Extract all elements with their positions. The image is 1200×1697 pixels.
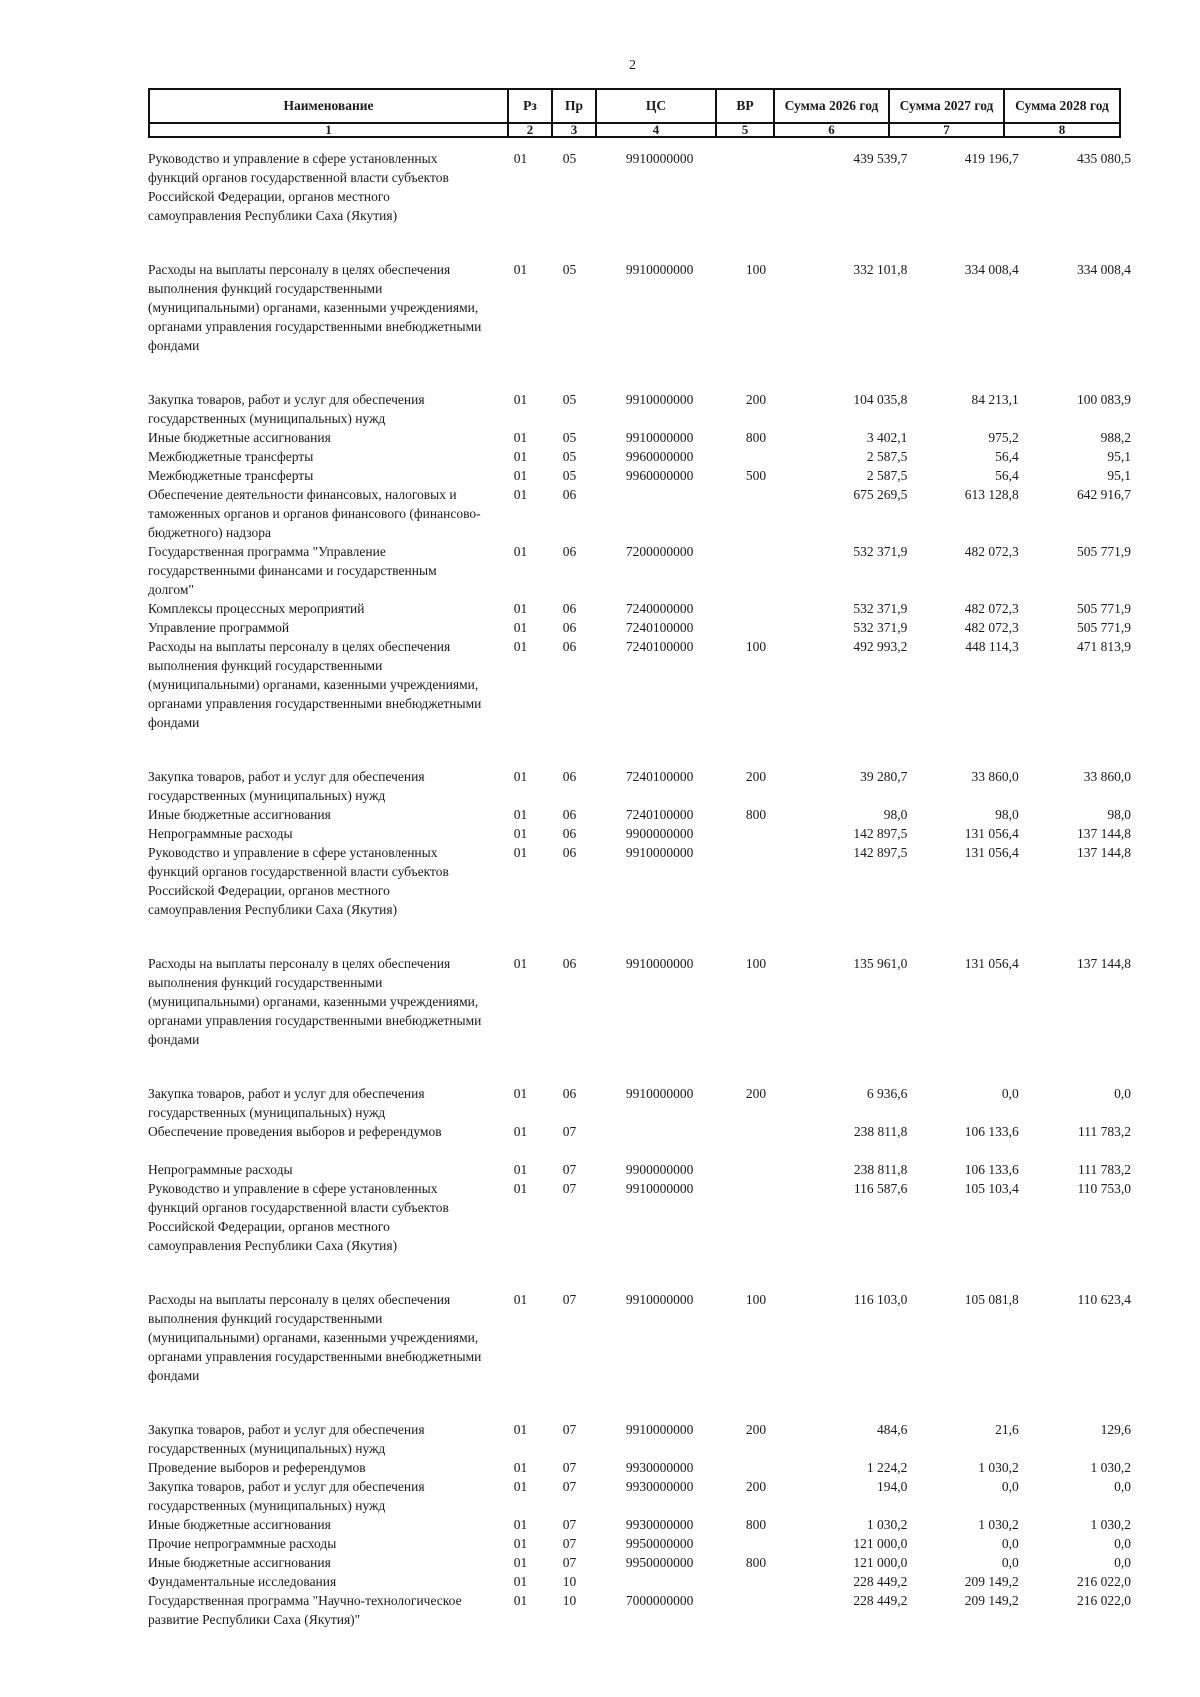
row-name: Закупка товаров, работ и услуг для обеспечения государственных (муниципальных) нужд: [148, 769, 425, 803]
row-sum-2026: 142 897,5: [853, 845, 908, 860]
row-vr: [746, 1591, 802, 1629]
row-sum-2028: 129,6: [1100, 1422, 1131, 1437]
row-sum-2027: 0,0: [1001, 1479, 1019, 1494]
row-pr: 07: [562, 1292, 577, 1307]
table-row: [148, 599, 1131, 618]
table-row: [148, 618, 1131, 637]
column-number: 4: [596, 123, 716, 137]
row-sum-2027: 84 213,1: [971, 392, 1019, 407]
row-rz: 01: [513, 1593, 528, 1608]
row-pr: 07: [562, 1460, 577, 1475]
row-name: Расходы на выплаты персоналу в целях обеспечения выполнения функций государственными (муниципальными) органами, казенными учреждениями, органами управления государственными внебюджетными фондами: [148, 956, 482, 1047]
row-sum-2026: 121 000,0: [853, 1555, 908, 1570]
row-sum-2026: 532 371,9: [853, 601, 908, 616]
row-rz: 01: [513, 956, 528, 971]
row-pr: 05: [562, 430, 577, 445]
row-sum-2026: 1 030,2: [866, 1517, 908, 1532]
row-vr: 100: [745, 1292, 767, 1307]
row-rz: 01: [513, 1162, 528, 1177]
row-cs: 9910000000: [625, 392, 694, 407]
header-name: Наименование: [149, 89, 508, 123]
row-sum-2028: 334 008,4: [1076, 262, 1131, 277]
row-vr: 200: [745, 1479, 767, 1494]
row-name: Комплексы процессных мероприятий: [148, 601, 365, 616]
page-number: 2: [629, 58, 636, 73]
row-name: Государственная программа "Научно-технологическое развитие Республики Саха (Якутия)": [148, 1593, 462, 1627]
row-pr: 05: [562, 468, 577, 483]
row-vr: [746, 843, 802, 919]
row-sum-2028: 216 022,0: [1076, 1593, 1131, 1608]
row-sum-2028: 505 771,9: [1076, 620, 1131, 635]
row-sum-2027: 1 030,2: [978, 1460, 1019, 1475]
table-row: [148, 485, 1131, 542]
row-sum-2028: 100 083,9: [1076, 392, 1131, 407]
row-vr: [746, 1572, 802, 1591]
header-cs: ЦС: [596, 89, 716, 123]
row-sum-2028: 95,1: [1107, 449, 1131, 464]
row-sum-2027: 131 056,4: [964, 826, 1019, 841]
row-sum-2027: 209 149,2: [964, 1593, 1019, 1608]
budget-table-body: [148, 149, 1131, 1629]
table-row: [148, 149, 1131, 225]
row-sum-2027: 482 072,3: [964, 620, 1019, 635]
row-name: Межбюджетные трансферты: [148, 468, 314, 483]
row-pr: 07: [562, 1162, 577, 1177]
row-rz: 01: [513, 262, 528, 277]
row-name: Закупка товаров, работ и услуг для обеспечения государственных (муниципальных) нужд: [148, 1086, 425, 1120]
table-row: [148, 1572, 1131, 1591]
row-vr: 800: [745, 807, 767, 822]
row-vr: [746, 618, 802, 637]
row-cs: 7240100000: [625, 639, 694, 654]
row-cs: 9910000000: [625, 1181, 694, 1196]
row-sum-2027: 106 133,6: [964, 1124, 1019, 1139]
row-rz: 01: [513, 1574, 528, 1589]
row-name: Руководство и управление в сфере установленных функций органов государственной власти субъектов Российской Федерации, органов местного самоуправления Республики Саха (Якутия): [148, 845, 449, 917]
row-sum-2028: 0,0: [1114, 1536, 1131, 1551]
row-vr: 200: [745, 769, 767, 784]
row-cs: 9950000000: [625, 1536, 694, 1551]
row-pr: 07: [562, 1555, 577, 1570]
row-pr: 06: [562, 956, 577, 971]
row-sum-2027: 419 196,7: [964, 151, 1019, 166]
row-vr: [746, 149, 802, 225]
row-sum-2026: 238 811,8: [853, 1162, 908, 1177]
row-pr: 06: [562, 487, 577, 502]
row-vr: 800: [745, 1517, 767, 1532]
row-name: Закупка товаров, работ и услуг для обеспечения государственных (муниципальных) нужд: [148, 1422, 425, 1456]
row-name: Расходы на выплаты персоналу в целях обеспечения выполнения функций государственными (муниципальными) органами, казенными учреждениями, органами управления государственными внебюджетными фондами: [148, 262, 482, 353]
row-cs: 7240100000: [625, 769, 694, 784]
row-name: Закупка товаров, работ и услуг для обеспечения государственных (муниципальных) нужд: [148, 1479, 425, 1513]
row-name: Закупка товаров, работ и услуг для обеспечения государственных (муниципальных) нужд: [148, 392, 425, 426]
row-sum-2026: 2 587,5: [866, 449, 908, 464]
row-sum-2028: 98,0: [1107, 807, 1131, 822]
row-cs: 7000000000: [625, 1593, 694, 1608]
table-row: [148, 824, 1131, 843]
row-name: Прочие непрограммные расходы: [148, 1536, 337, 1551]
row-cs: 9900000000: [625, 826, 694, 841]
row-rz: 01: [513, 1460, 528, 1475]
row-sum-2028: 111 783,2: [1077, 1124, 1131, 1139]
table-row: [148, 1553, 1131, 1572]
row-name: Расходы на выплаты персоналу в целях обеспечения выполнения функций государственными (муниципальными) органами, казенными учреждениями, органами управления государственными внебюджетными фондами: [148, 1292, 482, 1383]
header-sum-2027: Сумма 2027 год: [889, 89, 1004, 123]
column-number: 5: [716, 123, 774, 137]
table-row: [148, 843, 1131, 919]
row-vr: 200: [745, 1422, 767, 1437]
row-sum-2027: 131 056,4: [964, 956, 1019, 971]
row-sum-2026: 142 897,5: [853, 826, 908, 841]
row-sum-2027: 613 128,8: [964, 487, 1019, 502]
row-pr: 07: [562, 1181, 577, 1196]
row-sum-2027: 0,0: [1001, 1555, 1019, 1570]
row-cs: [592, 485, 746, 542]
row-name: Непрограммные расходы: [148, 826, 293, 841]
row-sum-2027: 0,0: [1001, 1086, 1019, 1101]
row-sum-2026: 116 103,0: [853, 1292, 908, 1307]
row-cs: 9960000000: [625, 468, 694, 483]
row-sum-2027: 334 008,4: [964, 262, 1019, 277]
row-sum-2028: 0,0: [1114, 1555, 1131, 1570]
row-name: Руководство и управление в сфере установленных функций органов государственной власти субъектов Российской Федерации, органов местного самоуправления Республики Саха (Якутия): [148, 151, 449, 223]
row-vr: 200: [745, 392, 767, 407]
table-row: [148, 428, 1131, 447]
row-sum-2028: 471 813,9: [1076, 639, 1131, 654]
row-vr: 100: [745, 262, 767, 277]
row-rz: 01: [513, 1555, 528, 1570]
row-vr: 500: [745, 468, 767, 483]
row-sum-2026: 2 587,5: [866, 468, 908, 483]
row-cs: 9910000000: [625, 956, 694, 971]
row-pr: 07: [562, 1536, 577, 1551]
row-cs: 7240000000: [625, 601, 694, 616]
row-vr: [746, 1458, 802, 1477]
row-cs: 9910000000: [625, 262, 694, 277]
column-number: 7: [889, 123, 1004, 137]
row-pr: 10: [562, 1593, 577, 1608]
row-sum-2026: 532 371,9: [853, 544, 908, 559]
table-row: [148, 805, 1131, 824]
table-row: [148, 1122, 1131, 1141]
column-number: 6: [774, 123, 889, 137]
row-sum-2026: 194,0: [877, 1479, 908, 1494]
row-rz: 01: [513, 487, 528, 502]
row-rz: 01: [513, 430, 528, 445]
row-cs: 9910000000: [625, 1422, 694, 1437]
row-sum-2028: 137 144,8: [1076, 845, 1131, 860]
row-pr: 07: [562, 1517, 577, 1532]
row-rz: 01: [513, 151, 528, 166]
row-name: Иные бюджетные ассигнования: [148, 1517, 331, 1532]
row-pr: 05: [562, 392, 577, 407]
row-cs: 9960000000: [625, 449, 694, 464]
row-sum-2028: 988,2: [1100, 430, 1131, 445]
row-sum-2028: 216 022,0: [1076, 1574, 1131, 1589]
header-rz: Рз: [508, 89, 552, 123]
row-name: Иные бюджетные ассигнования: [148, 430, 331, 445]
row-vr: [746, 1122, 802, 1141]
row-vr: [746, 824, 802, 843]
row-pr: 07: [562, 1124, 577, 1139]
row-sum-2028: 505 771,9: [1076, 544, 1131, 559]
row-cs: [592, 1572, 746, 1591]
row-name: Межбюджетные трансферты: [148, 449, 314, 464]
table-row: [148, 1515, 1131, 1534]
row-sum-2026: 135 961,0: [853, 956, 908, 971]
table-row: [148, 1179, 1131, 1255]
row-pr: 06: [562, 807, 577, 822]
table-row: [148, 390, 1131, 428]
table-row: [148, 1084, 1131, 1122]
row-pr: 05: [562, 262, 577, 277]
row-sum-2028: 110 623,4: [1077, 1292, 1131, 1307]
row-vr: [746, 447, 802, 466]
row-name: Руководство и управление в сфере установленных функций органов государственной власти субъектов Российской Федерации, органов местного самоуправления Республики Саха (Якутия): [148, 1181, 449, 1253]
row-sum-2026: 492 993,2: [853, 639, 908, 654]
row-sum-2028: 110 753,0: [1077, 1181, 1131, 1196]
row-rz: 01: [513, 1517, 528, 1532]
row-vr: 100: [745, 639, 767, 654]
row-cs: [592, 1122, 746, 1141]
row-sum-2026: 228 449,2: [853, 1574, 908, 1589]
row-sum-2027: 106 133,6: [964, 1162, 1019, 1177]
table-row: [148, 1477, 1131, 1515]
row-sum-2027: 209 149,2: [964, 1574, 1019, 1589]
row-rz: 01: [513, 1181, 528, 1196]
row-pr: 06: [562, 769, 577, 784]
row-pr: 05: [562, 151, 577, 166]
header-pr: Пр: [552, 89, 596, 123]
row-cs: 9910000000: [625, 845, 694, 860]
row-sum-2026: 104 035,8: [853, 392, 908, 407]
row-sum-2027: 105 103,4: [964, 1181, 1019, 1196]
row-cs: 9930000000: [625, 1460, 694, 1475]
row-name: Управление программой: [148, 620, 290, 635]
row-pr: 07: [562, 1422, 577, 1437]
header-sum-2026: Сумма 2026 год: [774, 89, 889, 123]
row-cs: 9910000000: [625, 1292, 694, 1307]
row-rz: 01: [513, 845, 528, 860]
row-sum-2028: 435 080,5: [1076, 151, 1131, 166]
row-rz: 01: [513, 620, 528, 635]
row-pr: 10: [562, 1574, 577, 1589]
row-sum-2028: 137 144,8: [1076, 826, 1131, 841]
row-sum-2028: 1 030,2: [1090, 1517, 1131, 1532]
table-row: [148, 767, 1131, 805]
row-vr: 800: [745, 1555, 767, 1570]
row-rz: 01: [513, 544, 528, 559]
row-name: Иные бюджетные ассигнования: [148, 1555, 331, 1570]
row-rz: 01: [513, 392, 528, 407]
row-cs: 9910000000: [625, 151, 694, 166]
row-sum-2028: 505 771,9: [1076, 601, 1131, 616]
row-rz: 01: [513, 1479, 528, 1494]
table-row: [148, 466, 1131, 485]
row-sum-2027: 21,6: [995, 1422, 1019, 1437]
table-row: [148, 1420, 1131, 1458]
row-sum-2026: 6 936,6: [866, 1086, 908, 1101]
row-rz: 01: [513, 639, 528, 654]
table-row: [148, 1160, 1131, 1179]
row-rz: 01: [513, 1124, 528, 1139]
row-pr: 06: [562, 826, 577, 841]
row-sum-2027: 98,0: [995, 807, 1019, 822]
row-pr: 06: [562, 1086, 577, 1101]
row-sum-2028: 1 030,2: [1090, 1460, 1131, 1475]
row-sum-2027: 105 081,8: [964, 1292, 1019, 1307]
row-name: Фундаментальные исследования: [148, 1574, 337, 1589]
row-name: Государственная программа "Управление государственными финансами и государственным долгом": [148, 544, 437, 597]
row-cs: 9930000000: [625, 1479, 694, 1494]
row-sum-2027: 1 030,2: [978, 1517, 1019, 1532]
row-rz: 01: [513, 1536, 528, 1551]
row-rz: 01: [513, 826, 528, 841]
row-pr: 06: [562, 601, 577, 616]
row-cs: 9900000000: [625, 1162, 694, 1177]
row-vr: [746, 542, 802, 599]
row-cs: 9910000000: [625, 1086, 694, 1101]
header-vr: ВР: [716, 89, 774, 123]
table-row: [148, 954, 1131, 1049]
row-sum-2026: 228 449,2: [853, 1593, 908, 1608]
row-vr: [746, 485, 802, 542]
row-rz: 01: [513, 1422, 528, 1437]
row-rz: 01: [513, 449, 528, 464]
table-row: [148, 1458, 1131, 1477]
row-sum-2028: 33 860,0: [1083, 769, 1131, 784]
row-name: Проведение выборов и референдумов: [148, 1460, 366, 1475]
row-pr: 06: [562, 639, 577, 654]
row-sum-2027: 975,2: [988, 430, 1019, 445]
table-row: [148, 542, 1131, 599]
row-vr: [746, 1534, 802, 1553]
row-name: Расходы на выплаты персоналу в целях обеспечения выполнения функций государственными (муниципальными) органами, казенными учреждениями, органами управления государственными внебюджетными фондами: [148, 639, 482, 730]
column-number: 2: [508, 123, 552, 137]
row-sum-2026: 532 371,9: [853, 620, 908, 635]
table-row: [148, 447, 1131, 466]
row-name: Непрограммные расходы: [148, 1162, 293, 1177]
row-name: Обеспечение проведения выборов и референдумов: [148, 1124, 442, 1139]
column-number: 3: [552, 123, 596, 137]
header-sum-2028: Сумма 2028 год: [1004, 89, 1120, 123]
row-rz: 01: [513, 601, 528, 616]
row-sum-2027: 33 860,0: [971, 769, 1019, 784]
row-rz: 01: [513, 468, 528, 483]
row-rz: 01: [513, 769, 528, 784]
row-vr: [746, 1179, 802, 1255]
row-cs: 9950000000: [625, 1555, 694, 1570]
row-sum-2026: 39 280,7: [860, 769, 908, 784]
row-vr: [746, 599, 802, 618]
column-number: 8: [1004, 123, 1120, 137]
row-sum-2026: 439 539,7: [853, 151, 908, 166]
row-sum-2026: 98,0: [883, 807, 908, 822]
row-name: Иные бюджетные ассигнования: [148, 807, 331, 822]
row-sum-2028: 137 144,8: [1076, 956, 1131, 971]
column-number: 1: [149, 123, 508, 137]
table-row: [148, 260, 1131, 355]
row-name: Обеспечение деятельности финансовых, налоговых и таможенных органов и органов финансового (финансово-бюджетного) надзора: [148, 487, 481, 540]
row-sum-2026: 121 000,0: [853, 1536, 908, 1551]
row-sum-2027: 448 114,3: [965, 639, 1019, 654]
row-sum-2026: 238 811,8: [853, 1124, 908, 1139]
table-row: [148, 1591, 1131, 1629]
table-header: [148, 88, 1121, 138]
row-cs: 9910000000: [625, 430, 694, 445]
row-sum-2027: 482 072,3: [964, 601, 1019, 616]
row-sum-2027: 0,0: [1001, 1536, 1019, 1551]
row-sum-2028: 95,1: [1107, 468, 1131, 483]
row-cs: 7240100000: [625, 807, 694, 822]
table-row: [148, 637, 1131, 732]
row-sum-2027: 482 072,3: [964, 544, 1019, 559]
row-sum-2028: 111 783,2: [1077, 1162, 1131, 1177]
row-sum-2026: 3 402,1: [866, 430, 908, 445]
row-sum-2027: 131 056,4: [964, 845, 1019, 860]
row-rz: 01: [513, 1086, 528, 1101]
row-sum-2028: 642 916,7: [1076, 487, 1131, 502]
row-sum-2026: 675 269,5: [853, 487, 908, 502]
row-pr: 07: [562, 1479, 577, 1494]
row-rz: 01: [513, 1292, 528, 1307]
row-pr: 06: [562, 620, 577, 635]
row-sum-2028: 0,0: [1114, 1086, 1131, 1101]
row-sum-2027: 56,4: [995, 468, 1019, 483]
row-sum-2026: 116 587,6: [853, 1181, 908, 1196]
row-pr: 05: [562, 449, 577, 464]
row-cs: 7240100000: [625, 620, 694, 635]
row-sum-2026: 332 101,8: [853, 262, 908, 277]
row-vr: 800: [745, 430, 767, 445]
row-vr: 100: [745, 956, 767, 971]
row-pr: 06: [562, 544, 577, 559]
row-vr: 200: [745, 1086, 767, 1101]
table-row: [148, 1290, 1131, 1385]
row-vr: [746, 1160, 802, 1179]
row-sum-2026: 484,6: [877, 1422, 908, 1437]
row-sum-2026: 1 224,2: [866, 1460, 908, 1475]
row-cs: 9930000000: [625, 1517, 694, 1532]
row-cs: 7200000000: [625, 544, 694, 559]
row-sum-2028: 0,0: [1114, 1479, 1131, 1494]
row-pr: 06: [562, 845, 577, 860]
table-row: [148, 1534, 1131, 1553]
row-rz: 01: [513, 807, 528, 822]
row-sum-2027: 56,4: [995, 449, 1019, 464]
